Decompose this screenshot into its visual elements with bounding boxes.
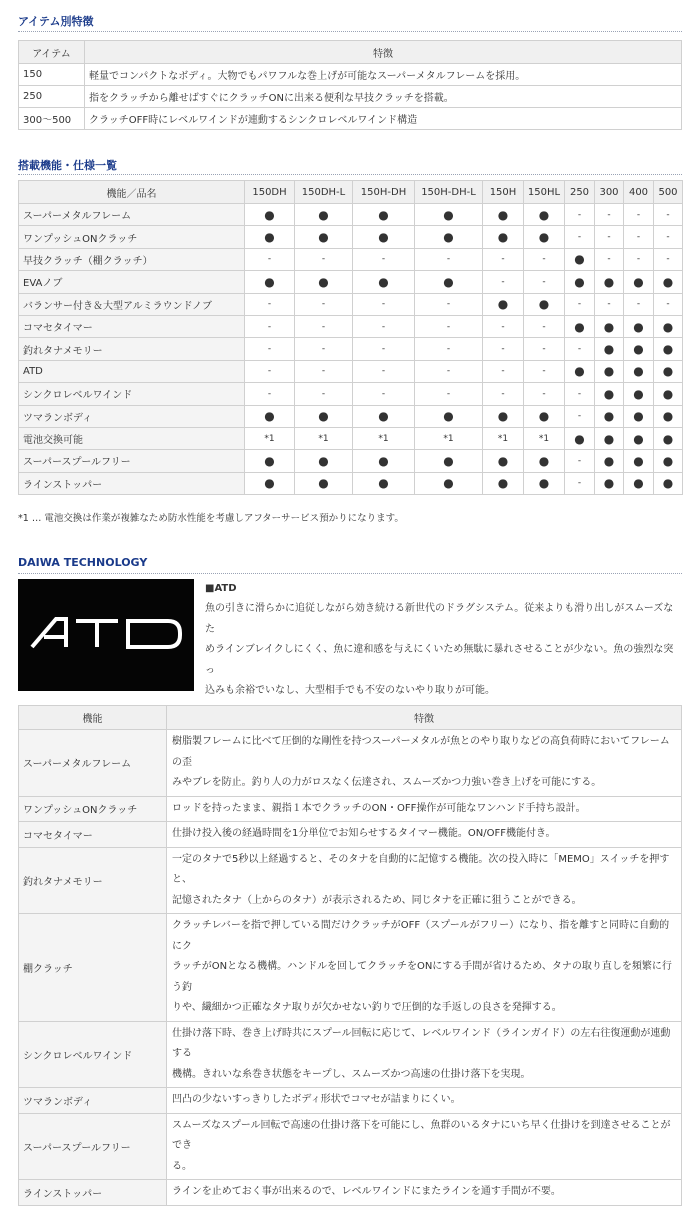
table-row — [19, 1113, 682, 1180]
feature-name-cell: 釣れタナメモリー — [19, 338, 245, 360]
feature-name-cell: スーパースプールフリー — [19, 450, 245, 472]
spec-value-cell: ● — [624, 472, 654, 494]
description-line: る。 — [172, 1160, 192, 1172]
spec-value-cell: - — [565, 472, 595, 494]
column-header: 250 — [565, 181, 595, 204]
spec-value-cell: ● — [483, 204, 524, 226]
spec-value-cell: ● — [524, 226, 565, 248]
table-row — [19, 315, 683, 337]
spec-value-cell: - — [295, 248, 353, 270]
description-line: ロッドを持ったまま、親指１本でクラッチのON・OFF操作が可能なワンハンド手持ち設計。 — [172, 802, 586, 814]
spec-table — [18, 180, 683, 495]
feature-name-cell: EVAノブ — [19, 271, 245, 293]
column-header: 機能 — [19, 706, 167, 730]
description-line: 一定のタナで5秒以上経過すると、そのタナを自動的に記憶する機能。次の投入時に「MEMO」スイッチを押すと、 — [172, 853, 670, 885]
feature-name-cell: ツマランボディ — [19, 1088, 167, 1114]
feature-name-cell: シンクロレベルワインド — [19, 1021, 167, 1088]
spec-value-cell: - — [565, 338, 595, 360]
feature-description-cell — [167, 1088, 682, 1114]
column-header: 150HL — [524, 181, 565, 204]
table-row — [19, 226, 683, 248]
feature-name-cell: ツマランボディ — [19, 405, 245, 427]
column-header: 特徴 — [85, 41, 682, 64]
table-row — [19, 1021, 682, 1088]
spec-value-cell: - — [245, 338, 295, 360]
table-row — [19, 204, 683, 226]
spec-value-cell: ● — [624, 383, 654, 405]
spec-value-cell: - — [524, 248, 565, 270]
feature-name-cell: ラインストッパー — [19, 472, 245, 494]
spec-value-cell: - — [524, 271, 565, 293]
spec-value-cell: ● — [654, 472, 683, 494]
description-line: 機構。きれいな糸巻き状態をキープし、スムーズかつ高速の仕掛け落下を実現。 — [172, 1068, 531, 1080]
column-header: 300 — [595, 181, 624, 204]
table-row — [19, 1088, 682, 1114]
spec-footnote: *1 … 電池交換は作業が複雑なため防水性能を考慮しアフターサービス預かりになります。 — [18, 513, 404, 524]
spec-value-cell: ● — [295, 204, 353, 226]
spec-value-cell: ● — [245, 226, 295, 248]
spec-value-cell: - — [353, 248, 415, 270]
column-header: 機能／品名 — [19, 181, 245, 204]
spec-value-cell: ● — [654, 360, 683, 382]
table-row — [19, 450, 683, 472]
table-row — [19, 360, 683, 382]
spec-value-cell: - — [415, 383, 483, 405]
table-row — [19, 405, 683, 427]
atd-feature-heading: ■ATD — [205, 583, 237, 594]
spec-value-cell: - — [245, 383, 295, 405]
spec-value-cell: ● — [524, 405, 565, 427]
description-line: スムーズなスプール回転で高速の仕掛け落下を可能にし、魚群のいるタナにいち早く仕掛けを到達させることができ — [172, 1119, 671, 1151]
atd-description-line: 込みも余裕でいなし、大型相手でも不安のないやり取りが可能。 — [205, 685, 495, 696]
feature-name-cell: 釣れタナメモリー — [19, 847, 167, 914]
table-row — [19, 293, 683, 315]
table-row — [19, 472, 683, 494]
table-row — [19, 248, 683, 270]
spec-value-cell: - — [245, 315, 295, 337]
description-line: りや、繊細かつ正確なタナ取りが欠かせない釣りで圧倒的な手返しの良さを発揮する。 — [172, 1002, 562, 1013]
feature-name-cell: ワンプッシュONクラッチ — [19, 226, 245, 248]
feature-name-cell: スーパースプールフリー — [19, 1113, 167, 1180]
feature-description-cell — [167, 796, 682, 822]
spec-value-cell: ● — [654, 405, 683, 427]
column-header: 150H-DH — [353, 181, 415, 204]
spec-value-cell: ● — [295, 226, 353, 248]
column-header: 特徴 — [167, 706, 682, 730]
spec-value-cell: - — [624, 226, 654, 248]
feature-name-cell: スーパーメタルフレーム — [19, 204, 245, 226]
feature-name-cell: シンクロレベルワインド — [19, 383, 245, 405]
spec-value-cell: ● — [353, 450, 415, 472]
spec-value-cell: ● — [353, 204, 415, 226]
spec-value-cell: - — [415, 248, 483, 270]
description-line: 凹凸の少ないすっきりしたボディ形状でコマセが詰まりにくい。 — [172, 1094, 461, 1105]
description-line: ラッチがONとなる機構。ハンドルを回してクラッチをONにする手間が省けるため、タナの取り直しを頻繁に行う釣 — [172, 961, 672, 993]
atd-logo — [18, 579, 194, 691]
atd-description-line: めラインブレイクしにくく、魚に違和感を与えにくいため無駄に暴れさせることが少ない。魚の強烈な突っ — [205, 644, 674, 676]
spec-value-cell: ● — [565, 427, 595, 449]
spec-value-cell: ● — [565, 248, 595, 270]
description-line: 仕掛け落下時、巻き上げ時共にスプール回転に応じて、レベルワインド（ラインガイド）の左右往復運動が連動する — [172, 1027, 671, 1059]
spec-value-cell: ● — [295, 405, 353, 427]
feature-description-table — [18, 705, 682, 1206]
table-row — [19, 108, 682, 130]
spec-value-cell: - — [654, 293, 683, 315]
spec-value-cell: ● — [245, 405, 295, 427]
feature-description-cell — [167, 1180, 682, 1206]
spec-value-cell: - — [353, 293, 415, 315]
spec-value-cell: ● — [624, 427, 654, 449]
table-row — [19, 914, 682, 1022]
spec-value-cell: ● — [624, 315, 654, 337]
spec-value-cell: - — [654, 248, 683, 270]
spec-value-cell: ● — [595, 360, 624, 382]
spec-value-cell: ● — [245, 450, 295, 472]
spec-value-cell: - — [483, 383, 524, 405]
description-line: 樹脂製フレームに比べて圧倒的な剛性を持つスーパーメタルが魚とのやり取りなどの高負荷時においてフレームの歪 — [172, 736, 670, 768]
spec-value-cell: ● — [483, 405, 524, 427]
spec-value-cell: ● — [524, 472, 565, 494]
table-header-row — [19, 41, 682, 64]
column-header: 150H — [483, 181, 524, 204]
spec-value-cell: - — [595, 248, 624, 270]
feature-name-cell: 早技クラッチ（棚クラッチ） — [19, 248, 245, 270]
section-divider — [18, 31, 682, 32]
spec-value-cell: ● — [524, 293, 565, 315]
spec-value-cell: - — [565, 450, 595, 472]
spec-value-cell: - — [415, 293, 483, 315]
item-name-cell: 250 — [19, 86, 85, 108]
description-line: みやブレを防止。釣り人の力がロスなく伝達され、スムーズかつ力強い巻き上げを可能にする。 — [172, 777, 602, 788]
table-header-row — [19, 181, 683, 204]
spec-value-cell: - — [353, 360, 415, 382]
spec-value-cell: ● — [415, 271, 483, 293]
description-line: ラインを止めておく事が出来るので、レベルワインドにまたラインを通す手間が不要。 — [172, 1186, 561, 1197]
spec-value-cell: ● — [353, 472, 415, 494]
spec-value-cell: - — [565, 204, 595, 226]
spec-value-cell: ● — [524, 204, 565, 226]
spec-value-cell: - — [295, 338, 353, 360]
feature-name-cell: バランサー付き＆大型アルミラウンドノブ — [19, 293, 245, 315]
spec-value-cell: - — [483, 315, 524, 337]
atd-feature-description — [205, 599, 683, 702]
spec-value-cell: ● — [654, 315, 683, 337]
item-name-cell: 300～500 — [19, 108, 85, 130]
item-feature-cell: 軽量でコンパクトなボディ。大物でもパワフルな巻上げが可能なスーパーメタルフレームを採用。 — [85, 64, 682, 86]
spec-value-cell: - — [524, 315, 565, 337]
item-features-table — [18, 40, 682, 130]
spec-value-cell: ● — [415, 204, 483, 226]
spec-value-cell: ● — [654, 338, 683, 360]
feature-description-cell — [167, 822, 682, 848]
table-row — [19, 730, 682, 797]
feature-description-cell — [167, 1113, 682, 1180]
spec-value-cell: ● — [415, 405, 483, 427]
spec-value-cell: ● — [624, 338, 654, 360]
table-row — [19, 822, 682, 848]
section-title-spec-list: 搭載機能・仕様一覧 — [18, 159, 117, 172]
spec-value-cell: - — [295, 293, 353, 315]
spec-value-cell: ● — [654, 427, 683, 449]
spec-value-cell: ● — [654, 383, 683, 405]
spec-value-cell: - — [565, 383, 595, 405]
section-divider — [18, 573, 682, 574]
spec-value-cell: - — [654, 204, 683, 226]
spec-value-cell: - — [483, 360, 524, 382]
spec-value-cell: ● — [654, 271, 683, 293]
feature-name-cell: 電池交換可能 — [19, 427, 245, 449]
spec-value-cell: - — [624, 293, 654, 315]
atd-description-line: 魚の引きに滑らかに追従しながら効き続ける新世代のドラグシステム。従来よりも滑り出しがスムーズなた — [205, 603, 674, 635]
spec-value-cell: *1 — [415, 427, 483, 449]
spec-value-cell: - — [524, 383, 565, 405]
spec-value-cell: ● — [565, 360, 595, 382]
spec-value-cell: ● — [524, 450, 565, 472]
spec-value-cell: - — [595, 226, 624, 248]
table-header-row — [19, 706, 682, 730]
spec-value-cell: - — [245, 293, 295, 315]
column-header: 500 — [654, 181, 683, 204]
spec-value-cell: - — [624, 204, 654, 226]
item-name-cell: 150 — [19, 64, 85, 86]
spec-value-cell: ● — [595, 271, 624, 293]
spec-value-cell: *1 — [483, 427, 524, 449]
column-header: アイテム — [19, 41, 85, 64]
spec-value-cell: ● — [595, 450, 624, 472]
description-line: クラッチレバーを指で押している間だけクラッチがOFF（スプールがフリー）になり、指を離すと同時に自動的にク — [172, 920, 670, 952]
spec-value-cell: - — [353, 338, 415, 360]
table-row — [19, 427, 683, 449]
table-row — [19, 383, 683, 405]
column-header: 150DH-L — [295, 181, 353, 204]
spec-value-cell: ● — [483, 226, 524, 248]
spec-value-cell: - — [415, 360, 483, 382]
item-feature-cell: クラッチOFF時にレベルワインドが連動するシンクロレベルワインド構造 — [85, 108, 682, 130]
spec-value-cell: - — [565, 293, 595, 315]
spec-value-cell: *1 — [524, 427, 565, 449]
feature-name-cell: コマセタイマー — [19, 315, 245, 337]
spec-value-cell: ● — [595, 405, 624, 427]
spec-value-cell: ● — [595, 383, 624, 405]
spec-value-cell: ● — [595, 472, 624, 494]
spec-value-cell: ● — [245, 271, 295, 293]
spec-value-cell: - — [483, 248, 524, 270]
feature-description-cell — [167, 847, 682, 914]
spec-value-cell: - — [483, 338, 524, 360]
table-row — [19, 847, 682, 914]
spec-value-cell: ● — [295, 450, 353, 472]
spec-value-cell: - — [295, 315, 353, 337]
spec-value-cell: *1 — [295, 427, 353, 449]
spec-value-cell: - — [295, 360, 353, 382]
spec-value-cell: ● — [353, 271, 415, 293]
feature-name-cell: 棚クラッチ — [19, 914, 167, 1022]
spec-value-cell: ● — [245, 204, 295, 226]
spec-value-cell: ● — [245, 472, 295, 494]
spec-value-cell: *1 — [245, 427, 295, 449]
spec-value-cell: - — [353, 315, 415, 337]
spec-value-cell: ● — [483, 293, 524, 315]
feature-name-cell: ラインストッパー — [19, 1180, 167, 1206]
spec-value-cell: ● — [595, 427, 624, 449]
feature-name-cell: ATD — [19, 360, 245, 382]
spec-value-cell: ● — [595, 338, 624, 360]
table-row — [19, 64, 682, 86]
section-title-daiwa-technology: DAIWA TECHNOLOGY — [18, 556, 148, 569]
feature-description-cell — [167, 730, 682, 797]
spec-value-cell: ● — [295, 271, 353, 293]
spec-value-cell: - — [295, 383, 353, 405]
spec-value-cell: - — [565, 226, 595, 248]
section-divider — [18, 174, 682, 175]
spec-value-cell: ● — [483, 472, 524, 494]
column-header: 400 — [624, 181, 654, 204]
spec-value-cell: ● — [295, 472, 353, 494]
spec-value-cell: - — [524, 338, 565, 360]
spec-value-cell: - — [654, 226, 683, 248]
spec-value-cell: - — [595, 293, 624, 315]
spec-value-cell: - — [595, 204, 624, 226]
spec-value-cell: - — [353, 383, 415, 405]
feature-description-cell — [167, 914, 682, 1022]
spec-value-cell: ● — [624, 450, 654, 472]
spec-value-cell: - — [245, 360, 295, 382]
spec-value-cell: - — [415, 315, 483, 337]
spec-value-cell: ● — [353, 405, 415, 427]
spec-value-cell: - — [565, 405, 595, 427]
spec-value-cell: ● — [565, 315, 595, 337]
spec-value-cell: ● — [654, 450, 683, 472]
table-row — [19, 796, 682, 822]
spec-value-cell: ● — [483, 450, 524, 472]
spec-value-cell: *1 — [353, 427, 415, 449]
section-title-item-features: アイテム別特徴 — [18, 15, 94, 28]
table-row — [19, 271, 683, 293]
spec-value-cell: - — [624, 248, 654, 270]
feature-name-cell: スーパーメタルフレーム — [19, 730, 167, 797]
feature-description-cell — [167, 1021, 682, 1088]
spec-value-cell: ● — [353, 226, 415, 248]
spec-value-cell: - — [483, 271, 524, 293]
column-header: 150H-DH-L — [415, 181, 483, 204]
atd-logo-mark — [18, 579, 194, 691]
feature-name-cell: ワンプッシュONクラッチ — [19, 796, 167, 822]
spec-value-cell: - — [524, 360, 565, 382]
description-line: 記憶されたタナ（上からのタナ）が表示されるため、同じタナを正確に狙うことができる。 — [172, 894, 582, 906]
spec-value-cell: ● — [624, 271, 654, 293]
table-row — [19, 338, 683, 360]
spec-value-cell: ● — [624, 360, 654, 382]
spec-value-cell: ● — [415, 450, 483, 472]
spec-value-cell: ● — [565, 271, 595, 293]
table-row — [19, 1180, 682, 1206]
spec-value-cell: - — [245, 248, 295, 270]
feature-name-cell: コマセタイマー — [19, 822, 167, 848]
spec-value-cell: ● — [415, 472, 483, 494]
table-row — [19, 86, 682, 108]
item-feature-cell: 指をクラッチから離せばすぐにクラッチONに出来る便利な早技クラッチを搭載。 — [85, 86, 682, 108]
spec-value-cell: ● — [624, 405, 654, 427]
column-header: 150DH — [245, 181, 295, 204]
spec-value-cell: ● — [595, 315, 624, 337]
spec-value-cell: - — [415, 338, 483, 360]
spec-value-cell: ● — [415, 226, 483, 248]
description-line: 仕掛け投入後の経過時間を1分単位でお知らせするタイマー機能。ON/OFF機能付き。 — [172, 828, 556, 839]
